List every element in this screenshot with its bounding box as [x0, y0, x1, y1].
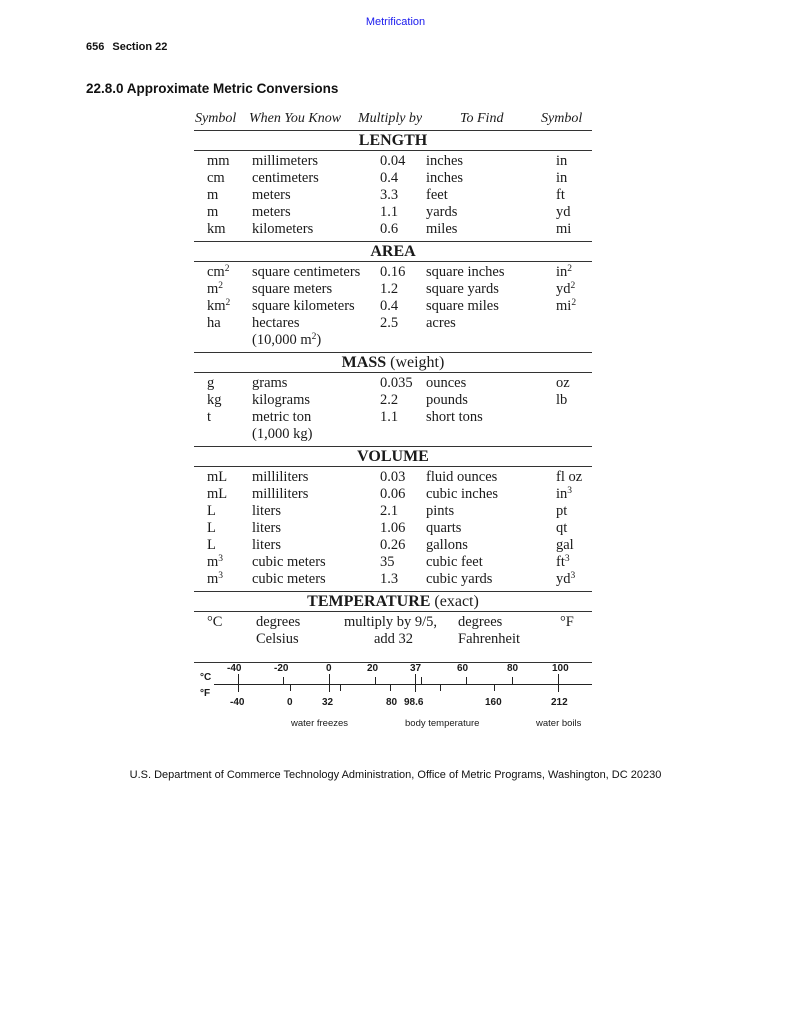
- caption-water-boils: water boils: [536, 718, 582, 729]
- when-you-know-cell: metric ton: [252, 409, 312, 425]
- multiply-by-cell: 0.04: [380, 153, 406, 169]
- symbol-text: m: [207, 554, 219, 570]
- to-find-cell: Fahrenheit: [458, 631, 521, 647]
- when-you-know-cell: cubic meters: [252, 571, 326, 587]
- to-find-cell: pounds: [426, 392, 468, 408]
- scale-tick: [466, 677, 467, 684]
- multiply-by-cell: 2.1: [380, 503, 399, 519]
- multiply-by-cell: 1.3: [380, 571, 399, 587]
- result-symbol-text: in: [556, 264, 568, 280]
- header-when-you-know: When You Know: [249, 111, 342, 126]
- result-symbol-cell: [556, 486, 572, 503]
- result-symbol-cell: fl oz: [556, 469, 583, 485]
- table-row: [194, 264, 592, 281]
- scale-tick: [340, 684, 341, 691]
- result-symbol-cell: [556, 264, 572, 281]
- symbol-cell: [207, 281, 223, 298]
- to-find-cell: miles: [426, 221, 458, 237]
- section-label: Section 22: [112, 41, 168, 53]
- scale-tick: [329, 674, 330, 692]
- section-title: 22.8.0 Approximate Metric Conversions: [86, 81, 339, 96]
- symbol-cell: m: [207, 187, 219, 203]
- when-you-know-cell: centimeters: [252, 170, 319, 186]
- to-find-cell: fluid ounces: [426, 469, 498, 485]
- table-row: [194, 554, 592, 571]
- header-symbol: Symbol: [195, 111, 237, 126]
- when-you-know-cell: Celsius: [256, 631, 299, 647]
- symbol-cell: [207, 298, 230, 315]
- note-end: ): [316, 332, 322, 348]
- caption-body-temperature: body temperature: [405, 718, 480, 729]
- when-you-know-cell: liters: [252, 537, 281, 553]
- multiply-by-cell: 2.5: [380, 315, 399, 331]
- caption-water-freezes: water freezes: [291, 718, 349, 729]
- table-row: [194, 571, 592, 588]
- when-you-know-cell: millimeters: [252, 153, 319, 169]
- page-header: [86, 41, 167, 53]
- spacer: [194, 651, 592, 662]
- category-title: MASS: [341, 354, 387, 371]
- symbol-cell: ha: [207, 315, 221, 331]
- result-symbol-cell: qt: [556, 520, 568, 536]
- symbol-text: m: [207, 281, 219, 297]
- multiply-by-cell: 0.4: [380, 298, 399, 314]
- volume-rows: [194, 467, 592, 591]
- symbol-text: km: [207, 298, 226, 314]
- when-you-know-cell: kilometers: [252, 221, 314, 237]
- table-header-row: [194, 110, 592, 130]
- area-rows: [194, 262, 592, 352]
- result-symbol-cell: in: [556, 170, 568, 186]
- exponent: 2: [311, 332, 317, 342]
- table-row: [194, 392, 592, 409]
- multiply-by-cell: 1.06: [380, 520, 406, 536]
- multiply-by-cell: 1.1: [380, 204, 399, 220]
- multiply-by-cell: 1.2: [380, 281, 399, 297]
- symbol-cell: mL: [207, 469, 228, 485]
- symbol-cell: [207, 554, 223, 571]
- scale-tick: [390, 684, 391, 691]
- symbol-cell: m: [207, 204, 219, 220]
- when-you-know-cell: square meters: [252, 281, 333, 297]
- scale-tick: [421, 677, 422, 684]
- symbol-text: cm: [207, 264, 225, 280]
- exponent: 3: [567, 486, 573, 496]
- celsius-unit-label: °C: [200, 672, 212, 683]
- table-row: [194, 537, 592, 554]
- when-you-know-cell: square kilometers: [252, 298, 355, 314]
- result-symbol-cell: yd: [556, 204, 571, 220]
- multiply-by-cell: 0.4: [380, 170, 399, 186]
- result-symbol-text: yd: [556, 571, 571, 587]
- table-row: [194, 221, 592, 238]
- exponent: 3: [564, 554, 570, 564]
- to-find-cell: cubic inches: [426, 486, 499, 502]
- symbol-cell: L: [207, 520, 216, 536]
- multiply-by-cell: multiply by 9/5,: [344, 614, 438, 630]
- category-area: AREA: [370, 243, 416, 260]
- scale-tick: [512, 677, 513, 684]
- symbol-cell: kg: [207, 392, 222, 408]
- symbol-cell: [207, 571, 223, 588]
- conversion-table: [194, 110, 592, 733]
- symbol-cell: km: [207, 221, 226, 237]
- multiply-by-cell: 0.16: [380, 264, 406, 280]
- symbol-cell: g: [207, 375, 215, 391]
- multiply-by-cell: add 32: [374, 631, 414, 647]
- symbol-text: m: [207, 571, 219, 587]
- temperature-scale: [194, 663, 592, 733]
- category-volume: VOLUME: [357, 448, 429, 465]
- mass-rows: [194, 373, 592, 446]
- to-find-cell: quarts: [426, 520, 462, 536]
- table-row: [194, 426, 592, 443]
- when-you-know-cell: milliliters: [252, 469, 309, 485]
- result-symbol-cell: °F: [560, 614, 574, 630]
- table-row: [194, 486, 592, 503]
- multiply-by-cell: 35: [380, 554, 395, 570]
- note-text: (10,000 m: [252, 332, 312, 348]
- multiply-by-cell: 0.035: [380, 375, 413, 391]
- running-header-link[interactable]: Metrification: [365, 16, 426, 28]
- when-you-know-cell: liters: [252, 520, 281, 536]
- to-find-cell: square inches: [426, 264, 505, 280]
- symbol-cell: [207, 264, 229, 281]
- multiply-by-cell: 0.03: [380, 469, 406, 485]
- fahrenheit-tick-label: 32: [322, 697, 334, 708]
- result-symbol-cell: lb: [556, 392, 568, 408]
- when-you-know-cell: degrees: [256, 614, 301, 630]
- celsius-tick-label: 20: [367, 663, 379, 674]
- symbol-cell: mL: [207, 486, 228, 502]
- exponent: 2: [224, 264, 230, 274]
- to-find-cell: short tons: [426, 409, 483, 425]
- result-symbol-text: yd: [556, 281, 571, 297]
- multiply-by-cell: 1.1: [380, 409, 399, 425]
- exponent: 3: [218, 554, 224, 564]
- symbol-cell: L: [207, 503, 216, 519]
- scale-tick: [558, 674, 559, 692]
- result-symbol-cell: oz: [556, 375, 570, 391]
- multiply-by-cell: 3.3: [380, 187, 399, 203]
- header-to-find: To Find: [460, 111, 504, 126]
- scale-tick: [494, 684, 495, 691]
- scale-axis: [214, 684, 592, 685]
- category-subtitle: (exact): [434, 593, 479, 610]
- when-you-know-cell: milliliters: [252, 486, 309, 502]
- result-symbol-cell: pt: [556, 503, 568, 519]
- temperature-rows: [194, 612, 592, 651]
- result-symbol-cell: mi: [556, 221, 572, 237]
- to-find-cell: pints: [426, 503, 455, 519]
- scale-tick: [440, 684, 441, 691]
- result-symbol-cell: ft: [556, 187, 565, 203]
- to-find-cell: cubic feet: [426, 554, 483, 570]
- symbol-cell: °C: [207, 614, 223, 630]
- table-row: [194, 503, 592, 520]
- result-symbol-cell: [556, 571, 575, 588]
- when-you-know-cell: grams: [252, 375, 288, 391]
- to-find-cell: gallons: [426, 537, 468, 553]
- when-you-know-cell: meters: [252, 204, 291, 220]
- table-row: [194, 204, 592, 221]
- table-row: [194, 520, 592, 537]
- exponent: 2: [570, 281, 576, 291]
- fahrenheit-tick-label: 160: [485, 697, 502, 708]
- exponent: 2: [567, 264, 573, 274]
- fahrenheit-unit-label: °F: [200, 688, 211, 699]
- result-symbol-cell: [556, 298, 576, 315]
- fahrenheit-tick-label: -40: [230, 697, 245, 708]
- table-row: [194, 332, 592, 349]
- multiply-by-cell: 0.26: [380, 537, 406, 553]
- to-find-cell: square miles: [426, 298, 499, 314]
- to-find-cell: degrees: [458, 614, 503, 630]
- result-symbol-cell: gal: [556, 537, 574, 553]
- table-row: [194, 170, 592, 187]
- scale-tick: [290, 684, 291, 691]
- header-multiply-by: Multiply by: [358, 111, 423, 126]
- mass-note: (1,000 kg): [252, 426, 313, 442]
- result-symbol-cell: in: [556, 153, 568, 169]
- celsius-tick-label: 100: [552, 663, 569, 674]
- table-row: [194, 187, 592, 204]
- exponent: 3: [570, 571, 576, 581]
- category-mass: [194, 353, 592, 372]
- multiply-by-cell: 0.06: [380, 486, 406, 502]
- fahrenheit-tick-label: 98.6: [404, 697, 424, 708]
- fahrenheit-tick-label: 0: [287, 697, 293, 708]
- length-rows: [194, 151, 592, 241]
- table-row: [194, 298, 592, 315]
- celsius-tick-label: -20: [274, 663, 289, 674]
- multiply-by-cell: 2.2: [380, 392, 399, 408]
- table-row: [194, 375, 592, 392]
- category-length: LENGTH: [358, 132, 428, 149]
- result-symbol-text: ft: [556, 554, 565, 570]
- to-find-cell: inches: [426, 170, 464, 186]
- exponent: 2: [218, 281, 224, 291]
- category-subtitle: (weight): [390, 354, 445, 371]
- symbol-cell: cm: [207, 170, 225, 186]
- celsius-tick-label: 60: [457, 663, 469, 674]
- header-symbol-result: Symbol: [541, 111, 583, 126]
- scale-tick: [238, 674, 239, 692]
- when-you-know-cell: cubic meters: [252, 554, 326, 570]
- table-row: [194, 281, 592, 298]
- table-row: [194, 614, 592, 631]
- exponent: 2: [571, 298, 577, 308]
- multiply-by-cell: 0.6: [380, 221, 399, 237]
- when-you-know-cell: hectares: [252, 315, 300, 331]
- to-find-cell: ounces: [426, 375, 467, 391]
- exponent: 2: [225, 298, 231, 308]
- to-find-cell: cubic yards: [426, 571, 493, 587]
- when-you-know-cell: kilograms: [252, 392, 310, 408]
- celsius-tick-label: -40: [227, 663, 242, 674]
- to-find-cell: acres: [426, 315, 456, 331]
- result-symbol-cell: [556, 554, 570, 571]
- table-row: [194, 315, 592, 332]
- exponent: 3: [218, 571, 224, 581]
- to-find-cell: square yards: [426, 281, 499, 297]
- symbol-cell: t: [207, 409, 212, 425]
- when-you-know-cell: meters: [252, 187, 291, 203]
- table-row: [194, 631, 592, 648]
- to-find-cell: feet: [426, 187, 448, 203]
- table-row: [194, 153, 592, 170]
- result-symbol-cell: [556, 281, 575, 298]
- fahrenheit-tick-label: 212: [551, 697, 568, 708]
- symbol-cell: mm: [207, 153, 230, 169]
- result-symbol-text: mi: [556, 298, 572, 314]
- scale-tick: [415, 674, 416, 692]
- symbol-cell: L: [207, 537, 216, 553]
- table-row: [194, 469, 592, 486]
- category-title: TEMPERATURE: [307, 593, 431, 610]
- result-symbol-text: in: [556, 486, 568, 502]
- source-footer: U.S. Department of Commerce Technology Administration, Office of Metric Programs, Washington, DC 20230: [129, 769, 662, 781]
- to-find-cell: inches: [426, 153, 464, 169]
- fahrenheit-tick-label: 80: [386, 697, 398, 708]
- table-row: [194, 409, 592, 426]
- celsius-tick-label: 0: [326, 663, 332, 674]
- when-you-know-cell: square centimeters: [252, 264, 361, 280]
- scale-tick: [283, 677, 284, 684]
- category-temperature: [194, 592, 592, 611]
- page-number: 656: [86, 41, 105, 53]
- celsius-tick-label: 37: [410, 663, 422, 674]
- celsius-tick-label: 80: [507, 663, 519, 674]
- when-you-know-cell: liters: [252, 503, 281, 519]
- to-find-cell: yards: [426, 204, 458, 220]
- area-note: [252, 332, 321, 349]
- scale-tick: [375, 677, 376, 684]
